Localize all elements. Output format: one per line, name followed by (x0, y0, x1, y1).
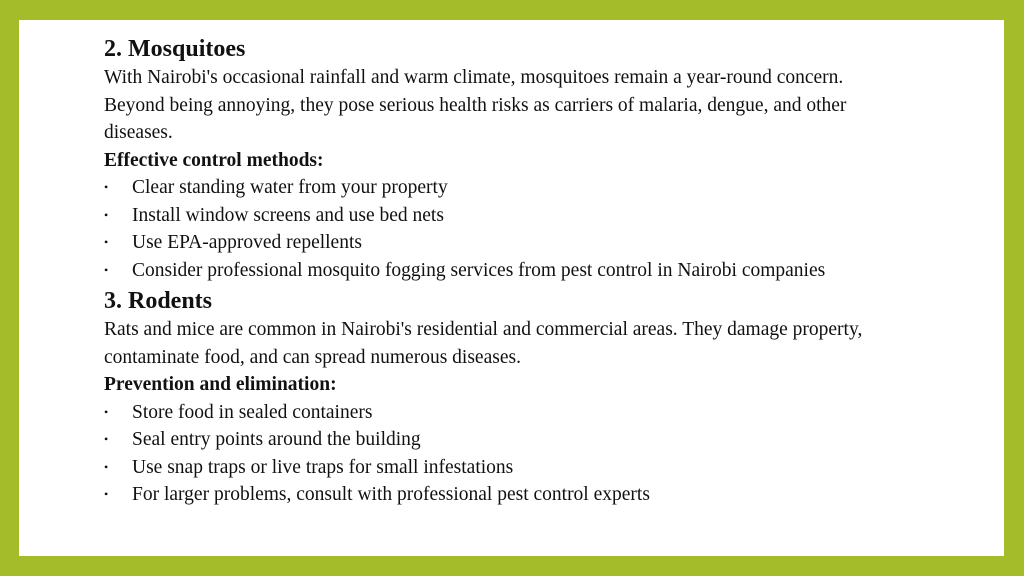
mosquitoes-list (104, 174, 904, 284)
list-item: • For larger problems, consult with professional pest control experts (104, 481, 904, 509)
list-item: • Install window screens and use bed nets (104, 202, 904, 230)
mosquitoes-section (104, 34, 904, 284)
mosquitoes-subheading: Effective control methods: (104, 149, 324, 171)
list-item: • Consider professional mosquito fogging services from pest control in Nairobi companies (104, 257, 904, 285)
list-item: • Store food in sealed containers (104, 399, 904, 427)
list-item: • Clear standing water from your property (104, 174, 904, 202)
list-item: • Use snap traps or live traps for small infestations (104, 454, 904, 482)
mosquitoes-heading: 2. Mosquitoes (104, 36, 246, 62)
rodents-heading: 3. Rodents (104, 288, 213, 314)
slide-panel (19, 20, 1004, 556)
slide-content (104, 34, 904, 509)
rodents-list (104, 399, 904, 509)
mosquitoes-paragraph: With Nairobi's occasional rainfall and warm climate, mosquitoes remain a year-round concern. Beyond being annoying, they pose serious health risks as carriers of malaria, dengue, and other diseases. (104, 67, 847, 143)
list-item: • Seal entry points around the building (104, 426, 904, 454)
list-item: • Use EPA-approved repellents (104, 229, 904, 257)
rodents-section (104, 286, 904, 509)
rodents-paragraph: Rats and mice are common in Nairobi's residential and commercial areas. They damage property, contaminate food, and can spread numerous diseases. (104, 319, 863, 368)
rodents-subheading: Prevention and elimination: (104, 374, 337, 395)
